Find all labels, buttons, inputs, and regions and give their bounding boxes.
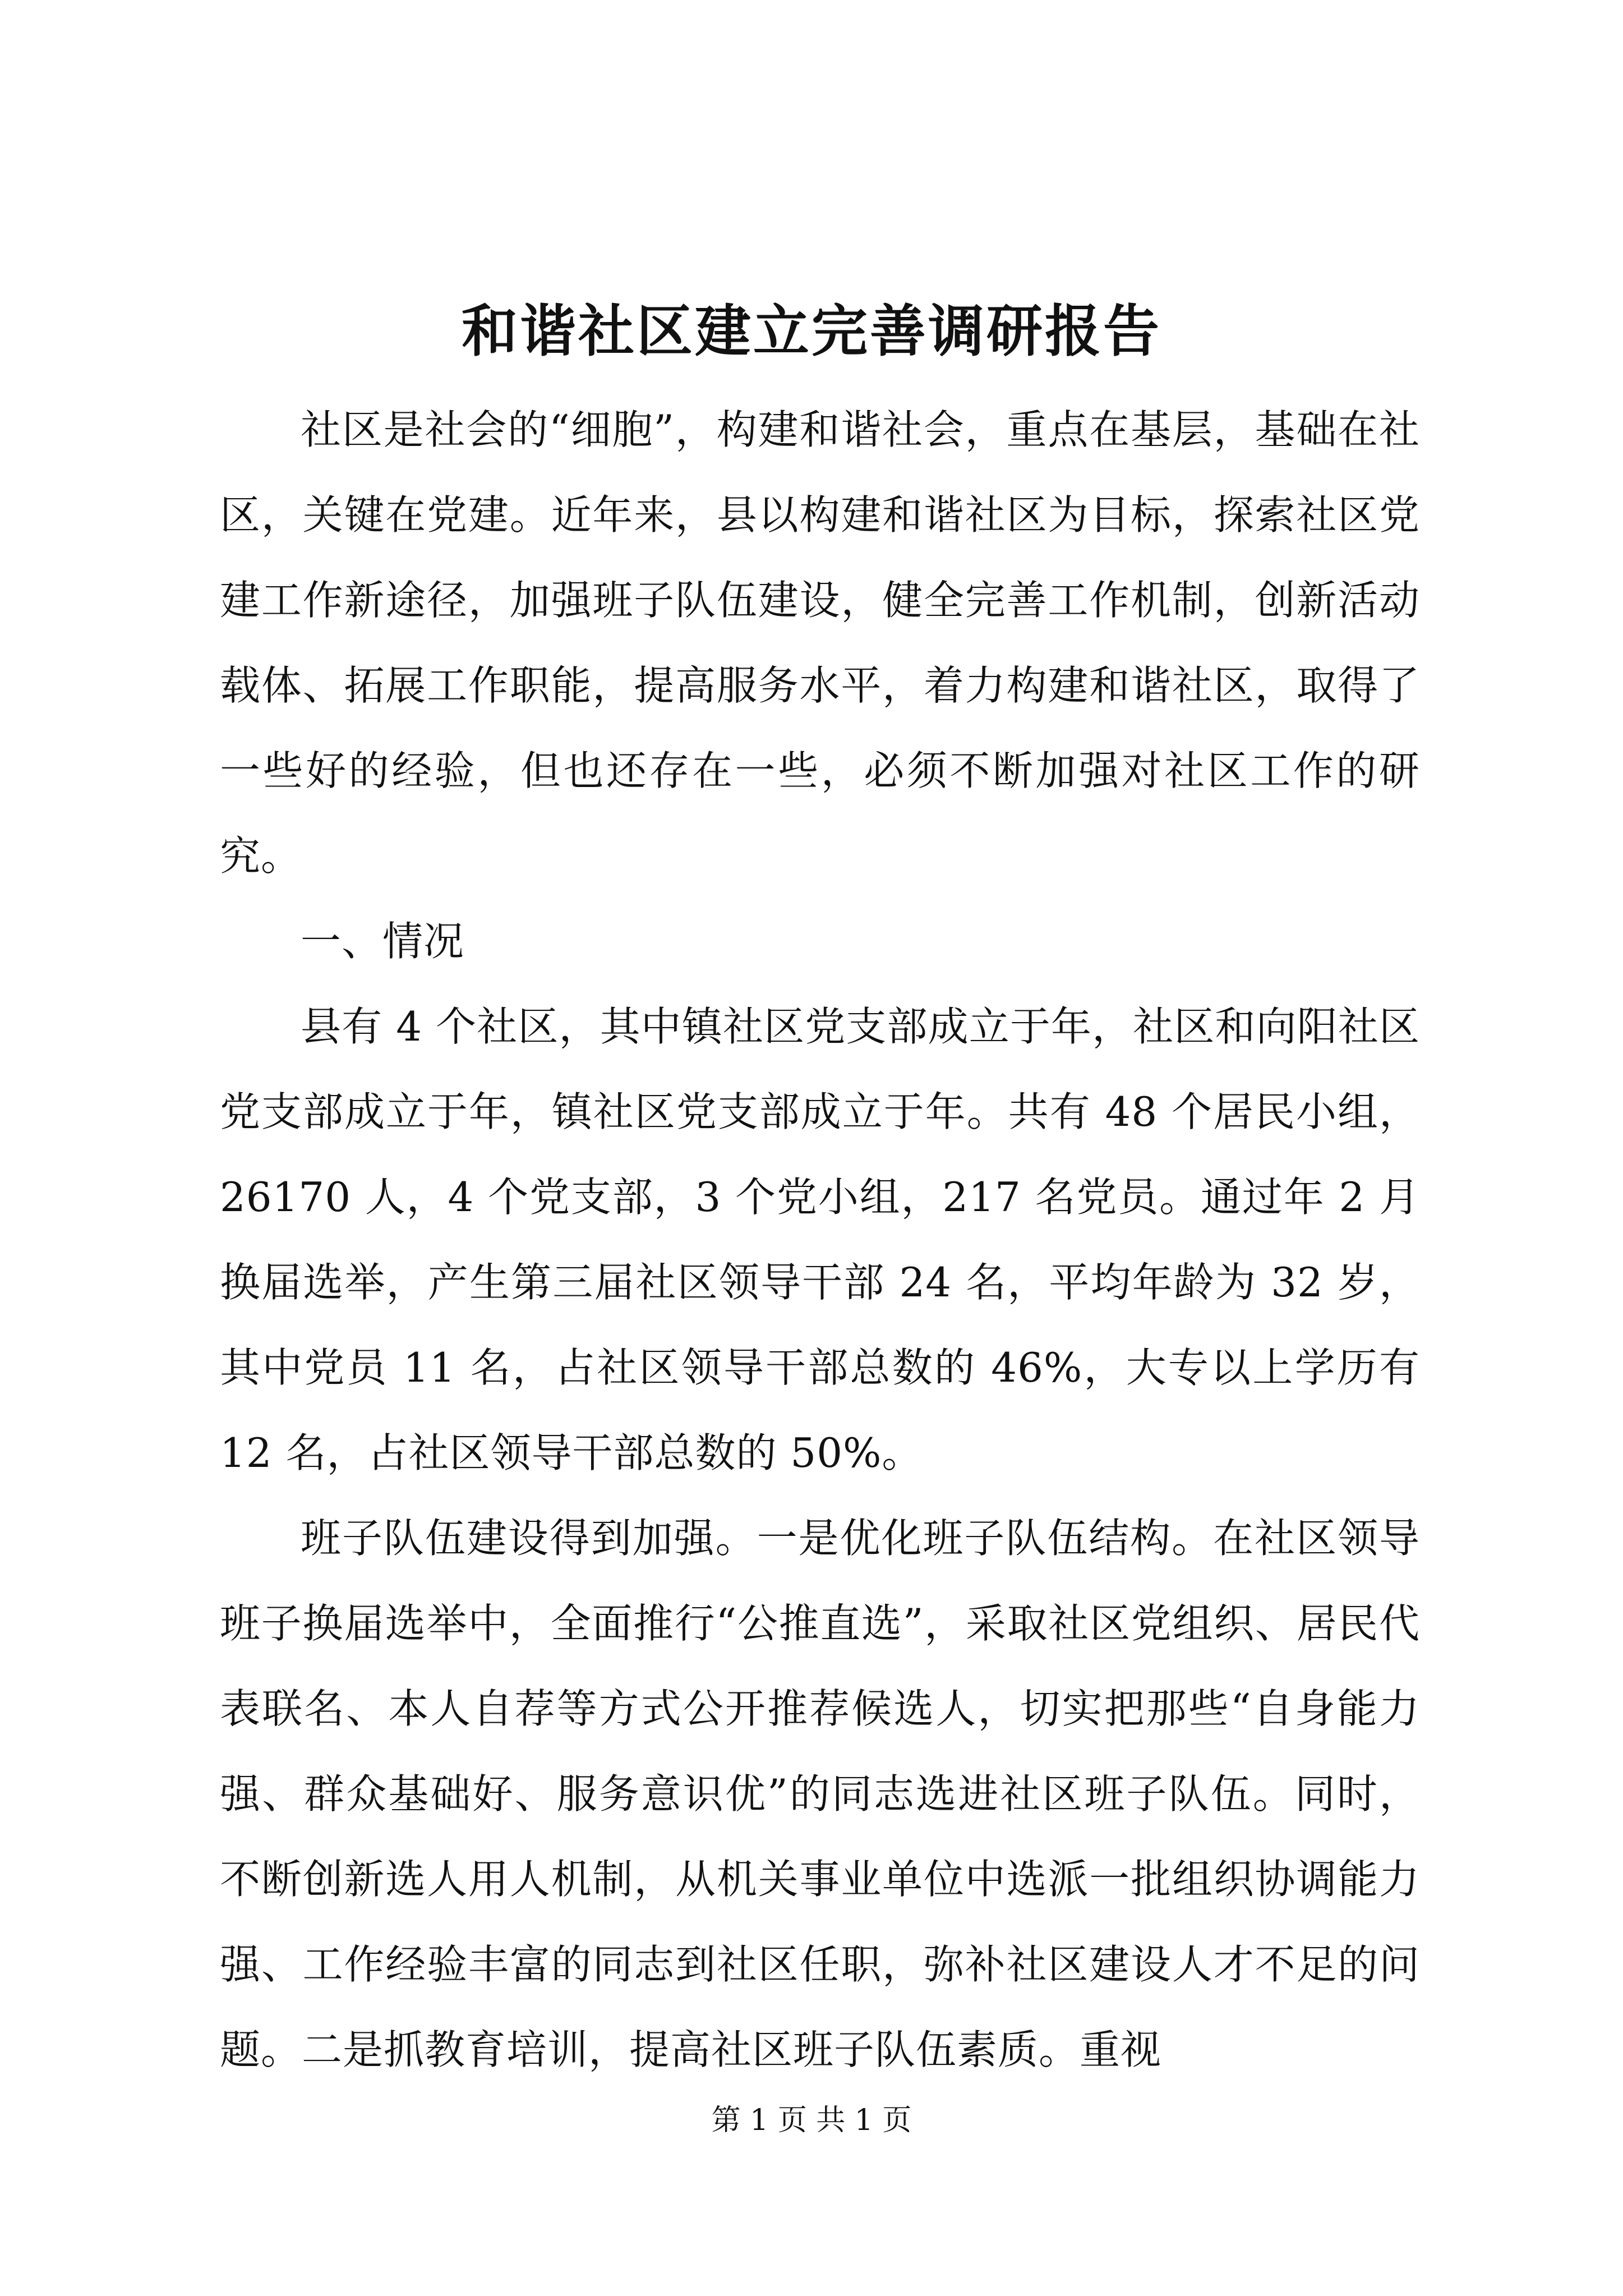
document-body — [220, 387, 1420, 2092]
document-title: 和谐社区建立完善调研报告 — [462, 298, 1161, 364]
page-number-footer: 第 1 页 共 1 页 — [711, 2104, 912, 2137]
paragraph-situation: 县有 4 个社区，其中镇社区党支部成立于年，社区和向阳社区党支部成立于年，镇社区党支部成立于年。共有 48 个居民小组，26170 人，4 个党支部，3 个党小组，217 名党员。通过年 2 月换届选举，产生第三届社区领导干部 24 名，平均年龄为 32 岁，其中党员 11 名，占社区领导干部总数的 46%，大专以上学历有 12 名，占社区领导干部总数的 50%。 — [220, 1003, 1420, 1476]
section-heading-situation: 一、情况 — [301, 918, 465, 965]
paragraph-team-building: 班子队伍建设得到加强。一是优化班子队伍结构。在社区领导班子换届选举中，全面推行“公推直选”，采取社区党组织、居民代表联名、本人自荐等方式公开推荐候选人，切实把那些“自身能力强、群众基础好、服务意识优”的同志选进社区班子队伍。同时，不断创新选人用人机制，从机关事业单位中选派一批组织协调能力强、工作经验丰富的同志到社区任职，弥补社区建设人才不足的问题。二是抓教育培训，提高社区班子队伍素质。重视 — [220, 1515, 1420, 2073]
paragraph-intro: 社区是社会的“细胞”，构建和谐社会，重点在基层，基础在社区，关键在党建。近年来，县以构建和谐社区为目标，探索社区党建工作新途径，加强班子队伍建设，健全完善工作机制，创新活动载体、拓展工作职能，提高服务水平，着力构建和谐社区，取得了一些好的经验，但也还存在一些，必须不断加强对社区工作的研究。 — [220, 406, 1420, 880]
